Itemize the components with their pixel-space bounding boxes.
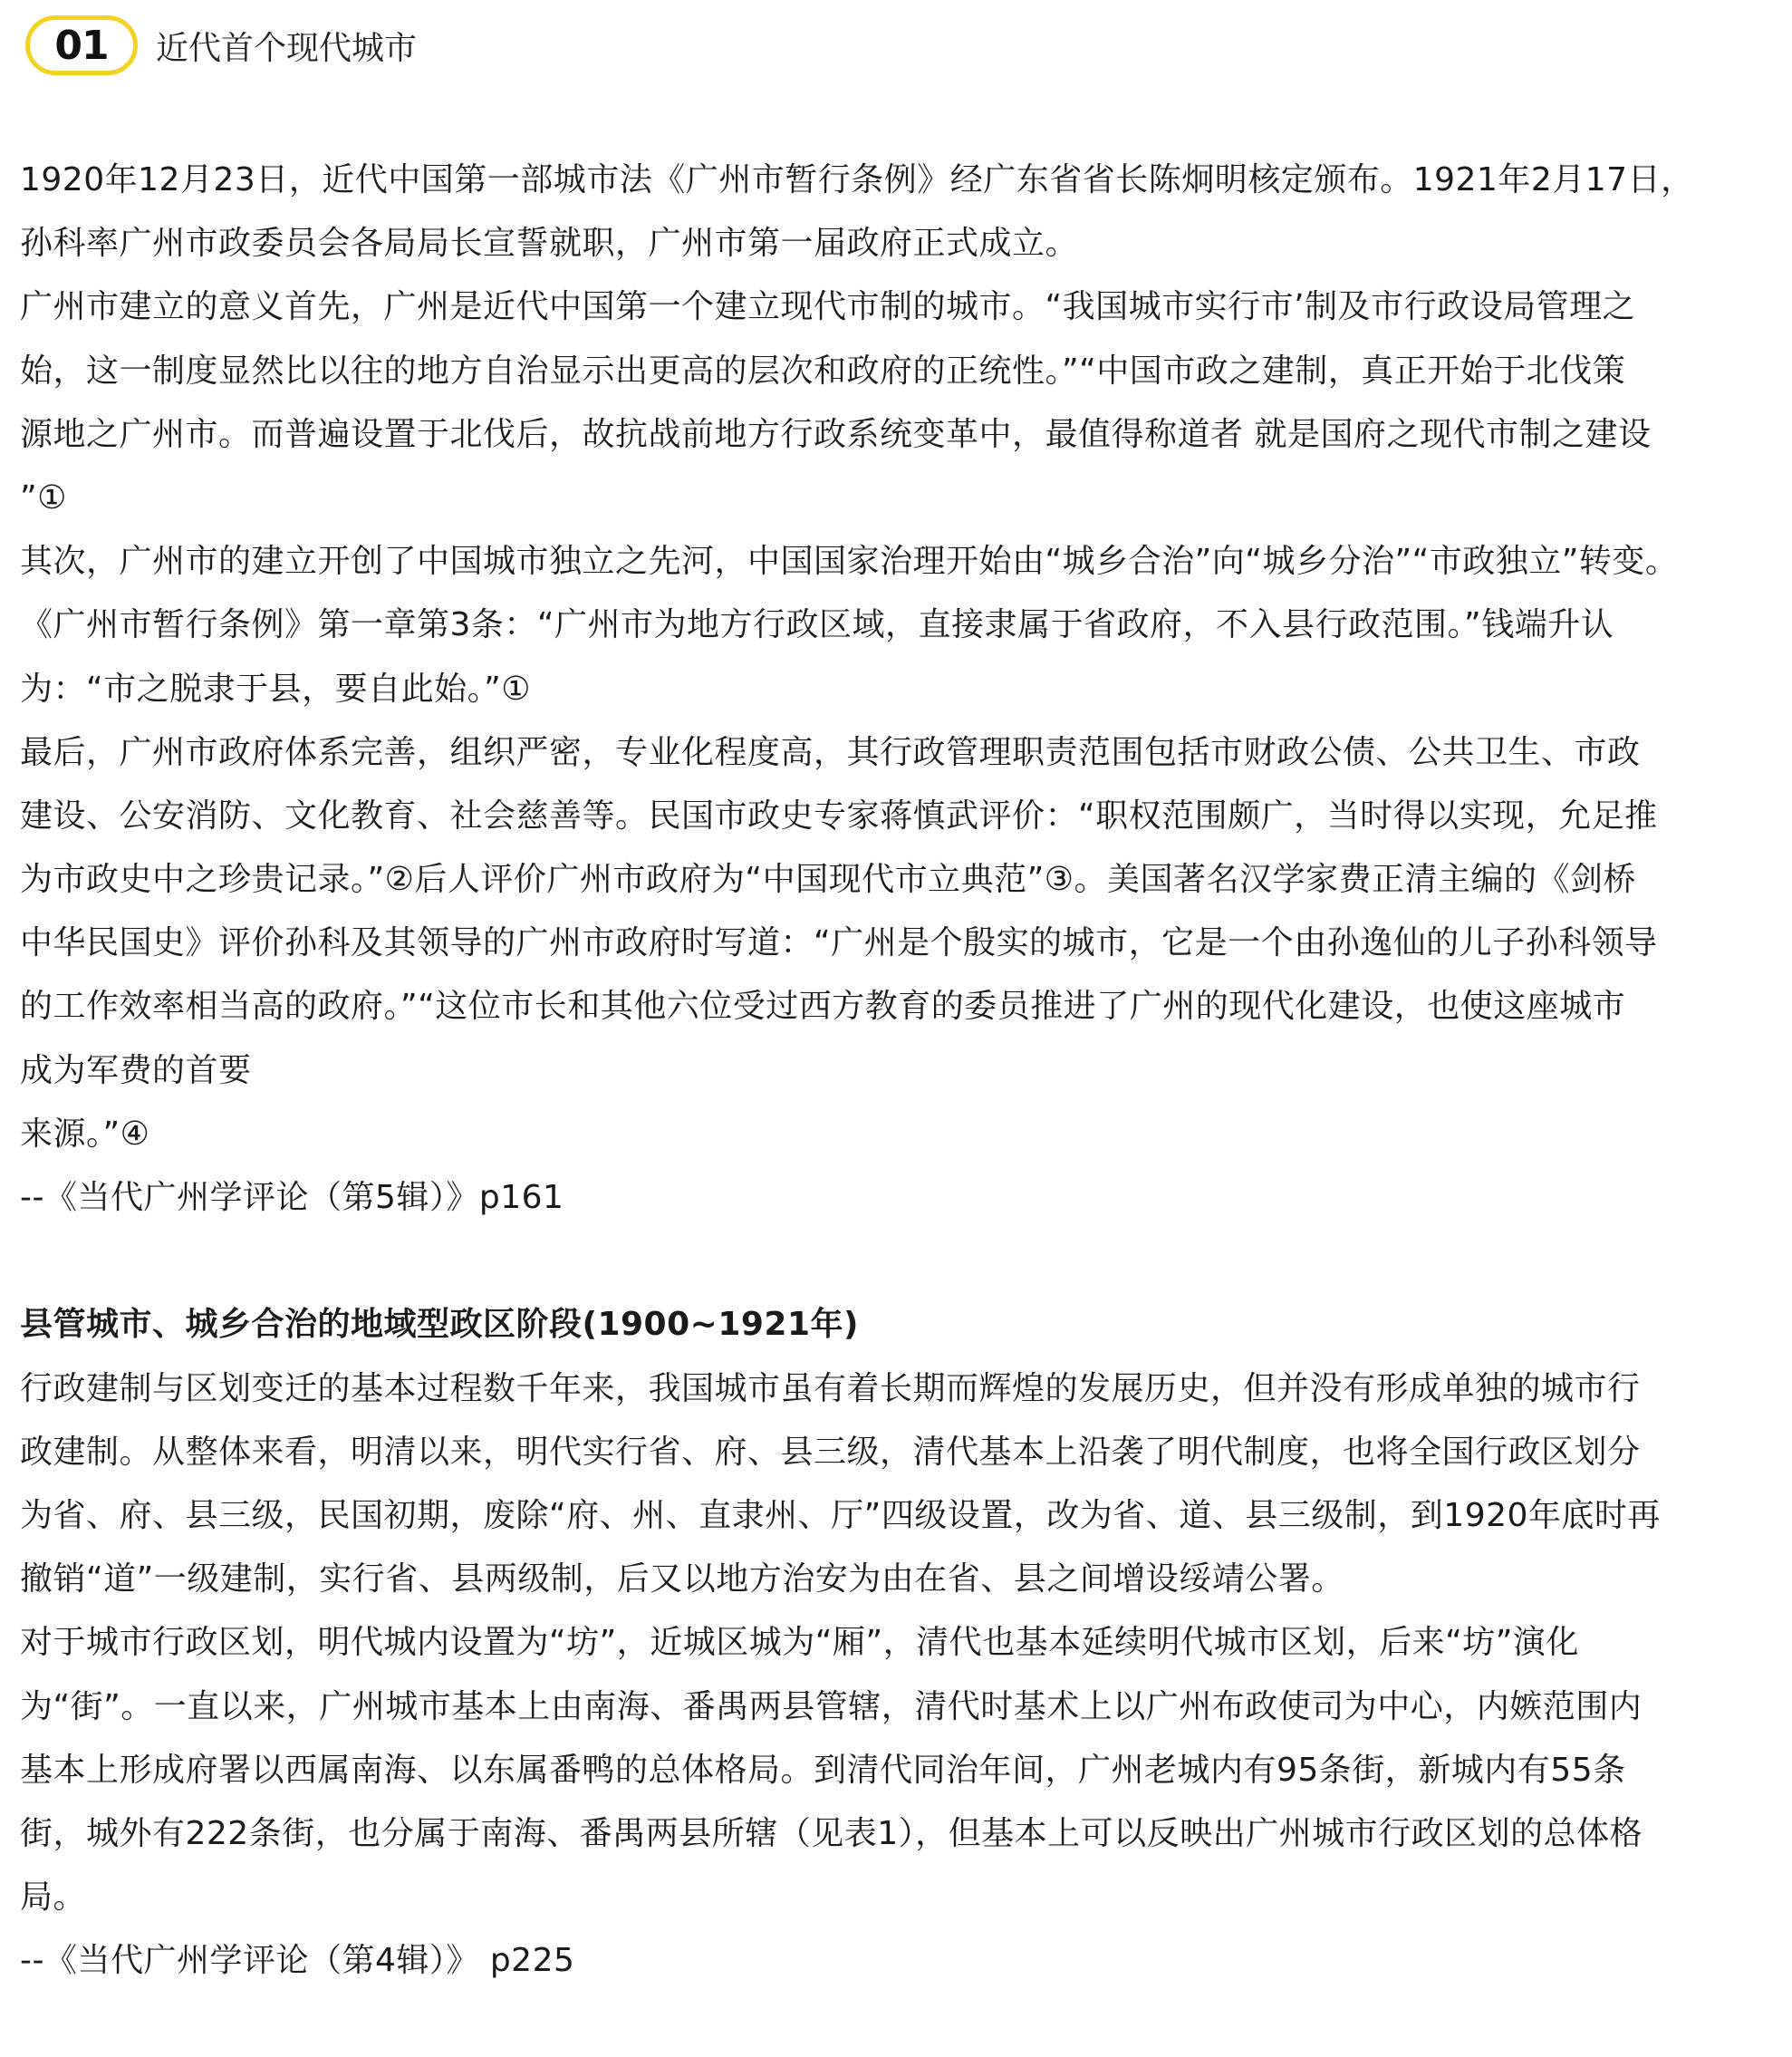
spacer	[20, 1230, 1778, 1293]
citation: --《当代广州学评论（第4辑）》 p225	[20, 1942, 575, 1980]
paragraph-line: 行政建制与区划变迁的基本过程数千年来，我国城市虽有着长期而辉煌的发展历史，但并没有形成单独的城市行	[20, 1369, 1641, 1407]
paragraph-line: 为“街”。一直以来，广州城市基本上由南海、番禺两县管辖，清代时基术上以广州布政使司为中心，内嫉范围内	[20, 1687, 1643, 1725]
paragraph-line: 最后，广州市政府体系完善，组织严密，专业化程度高，其行政管理职责范围包括市财政公债、公共卫生、市政	[20, 733, 1641, 771]
section-number-badge: 01	[25, 15, 138, 75]
paragraph-line: 局。	[20, 1878, 87, 1917]
paragraph-line: 1920年12月23日，近代中国第一部城市法《广州市暂行条例》经广东省省长陈炯明核定颁布。1921年2月17日，	[20, 161, 1694, 198]
section-header	[25, 9, 417, 82]
subsection-heading: 县管城市、城乡合治的地域型政区阶段(1900~1921年)	[20, 1306, 859, 1344]
paragraph-line: 成为军费的首要	[20, 1051, 252, 1089]
paragraph-line: 为：“市之脱隶于县，要自此始。”①	[20, 670, 532, 708]
paragraph-line: 其次，广州市的建立开创了中国城市独立之先河，中国国家治理开始由“城乡合治”向“城乡分治”“市政独立”转变。	[20, 543, 1679, 581]
paragraph-line: 源地之广州市。而普遍设置于北伐后，故抗战前地方行政系统变革中，最值得称道者 就是国府之现代市制之建设	[20, 415, 1652, 453]
section-title: 近代首个现代城市	[156, 30, 418, 67]
paragraph-line: 基本上形成府署以西属南海、以东属番鸭的总体格局。到清代同治年间，广州老城内有95条街，新城内有55条	[20, 1751, 1626, 1789]
paragraph-line: 街，城外有222条街，也分属于南海、番禺两县所辖（见表1），但基本上可以反映出广州城市行政区划的总体格	[20, 1814, 1643, 1852]
citation: --《当代广州学评论（第5辑）》p161	[20, 1179, 564, 1216]
paragraph-line: 为市政史中之珍贵记录。”②后人评价广州市政府为“中国现代市立典范”③。美国著名汉学家费正清主编的《剑桥	[20, 861, 1636, 899]
paragraph-line: 孙科率广州市政委员会各局局长宣誓就职，广州市第一届政府正式成立。	[20, 225, 1079, 263]
paragraph-line: ”①	[20, 478, 67, 517]
paragraph-line: 的工作效率相当高的政府。”“这位市长和其他六位受过西方教育的委员推进了广州的现代化建设，也使这座城市	[20, 988, 1626, 1026]
paragraph-line: 撤销“道”一级建制，实行省、县两级制，后又以地方治安为由在省、县之间增设绥靖公署。	[20, 1560, 1344, 1598]
paragraph-line: 始，这一制度显然比以往的地方自治显示出更高的层次和政府的正统性。”“中国市政之建制，真正开始于北伐策	[20, 352, 1626, 390]
paragraph-line: 《广州市暂行条例》第一章第3条：“广州市为地方行政区域，直接隶属于省政府，不入县行政范围。”钱端升认	[20, 606, 1614, 644]
paragraph-line: 建设、公安消防、文化教育、社会慈善等。民国市政史专家蒋慎武评价：“职权范围颇广，当时得以实现，允足推	[20, 797, 1658, 835]
article-body	[20, 149, 1778, 1993]
paragraph-line: 中华民国史》评价孙科及其领导的广州市政府时写道：“广州是个殷实的城市，它是一个由孙逸仙的儿子孙科领导	[20, 924, 1658, 962]
paragraph-line: 为省、府、县三级，民国初期，废除“府、州、直隶州、厅”四级设置，改为省、道、县三级制，到1920年底时再	[20, 1496, 1661, 1534]
paragraph-line: 广州市建立的意义首先，广州是近代中国第一个建立现代市制的城市。“我国城市实行市’制及市行政设局管理之	[20, 288, 1636, 326]
paragraph-line: 政建制。从整体来看，明清以来，明代实行省、府、县三级，清代基本上沿袭了明代制度，也将全国行政区划分	[20, 1433, 1641, 1471]
paragraph-line: 来源。”④	[20, 1115, 150, 1153]
paragraph-line: 对于城市行政区划，明代城内设置为“坊”，近城区城为“厢”，清代也基本延续明代城市区划，后来“坊”演化	[20, 1624, 1579, 1662]
